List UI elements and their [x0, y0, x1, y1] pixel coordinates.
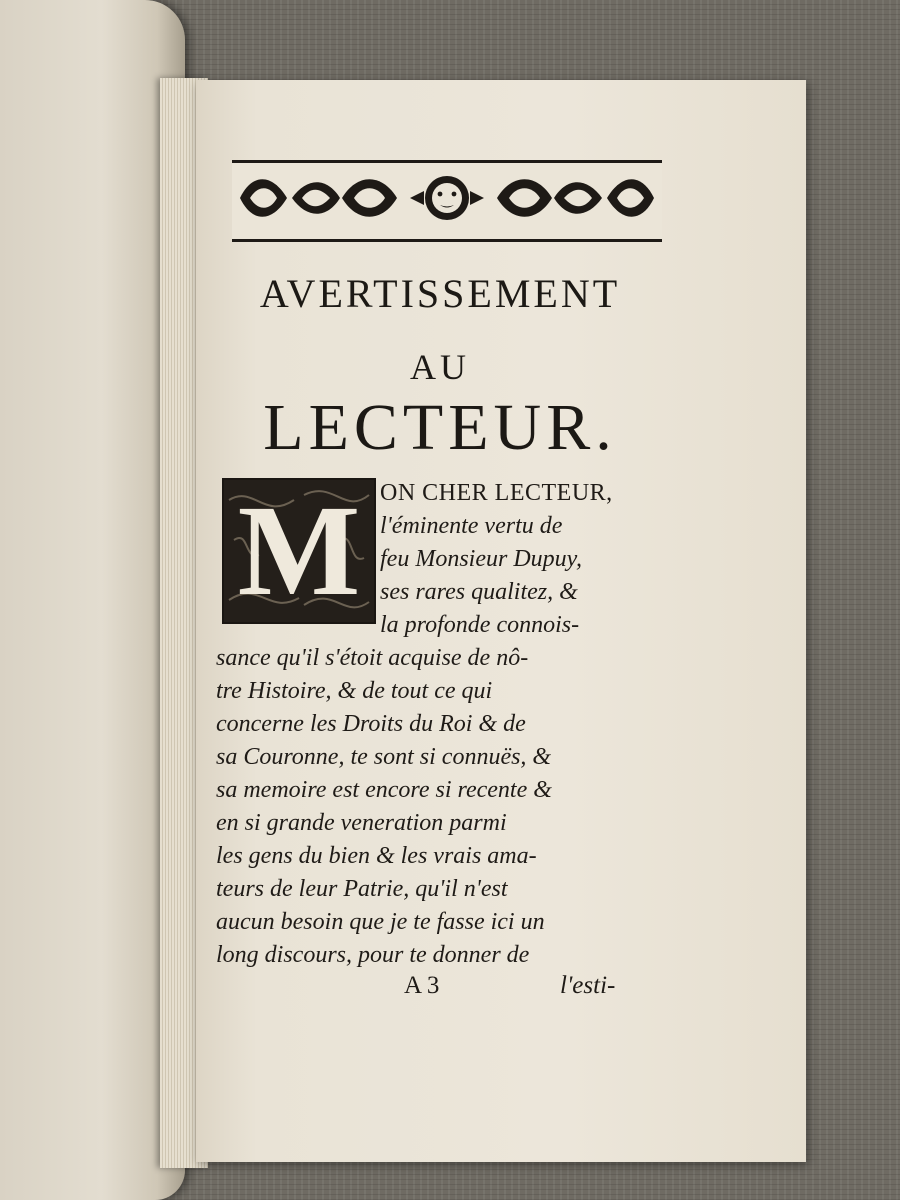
dropcap-letter: M — [237, 479, 361, 623]
text-line: aucun besoin que je te fasse ici un — [216, 909, 545, 935]
headpiece-ornament — [232, 160, 662, 242]
text-line: long discours, pour te donner de — [216, 942, 530, 968]
text-line: sa Couronne, te sont si connuës, & — [216, 744, 552, 770]
heading-avertissement: AVERTISSEMENT — [259, 271, 621, 316]
left-page-bleedthrough — [10, 505, 16, 531]
catchword: l'esti- — [560, 972, 616, 999]
heading-lecteur: LECTEUR. — [263, 391, 617, 464]
text-line: teurs de leur Patrie, qu'il n'est — [216, 876, 508, 902]
text-line: feu Monsieur Dupuy, — [380, 546, 582, 572]
decorated-initial — [222, 478, 376, 624]
heading-au: AU — [410, 347, 470, 387]
left-page — [0, 0, 185, 1200]
text-line: la profonde connois- — [380, 612, 580, 638]
text-line: tre Histoire, & de tout ce qui — [216, 678, 493, 704]
text-line: concerne les Droits du Roi & de — [216, 711, 526, 737]
text-line: sa memoire est encore si recente & — [216, 777, 552, 803]
signature-mark: A 3 — [404, 972, 440, 999]
text-line: sance qu'il s'étoit acquise de nô- — [216, 645, 529, 671]
text-line: en si grande veneration parmi — [216, 810, 507, 836]
text-line: ses rares qualitez, & — [380, 579, 578, 605]
text-line: ON CHER LECTEUR, — [380, 480, 613, 506]
text-line: l'éminente vertu de — [380, 513, 563, 539]
text-line: les gens du bien & les vrais ama- — [216, 843, 537, 869]
